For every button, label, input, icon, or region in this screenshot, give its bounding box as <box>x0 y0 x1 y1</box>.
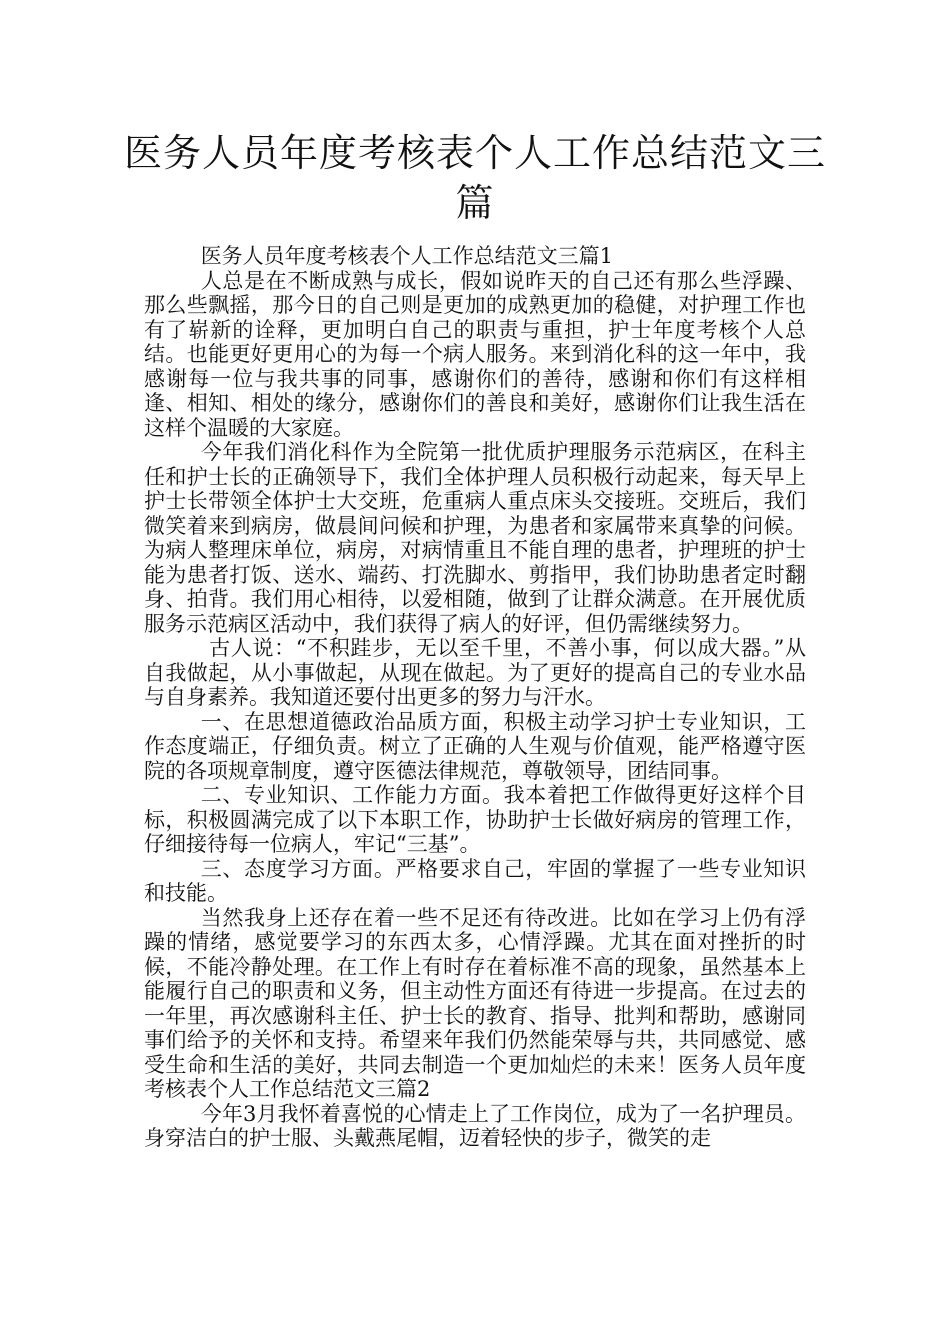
paragraph: 人总是在不断成熟与成长，假如说昨天的自己还有那么些浮躁、那么些飘摇，那今日的自己则是更加的成熟更加的稳健，对护理工作也有了崭新的诠释，更加明白自己的职责与重担，护士年度考核个人总结。也能更好更用心的为每一个病人服务。来到消化科的这一年中，我感谢每一位与我共事的同事，感谢你们的善待，感谢和你们有这样相逢、相知、相处的缘分，感谢你们的善良和美好，感谢你们让我生活在这样个温暖的大家庭。 <box>144 268 806 440</box>
paragraph: 二、专业知识、工作能力方面。我本着把工作做得更好这样个目标，积极圆满完成了以下本职工作，协助护士长做好病房的管理工作，仔细接待每一位病人，牢记“三基”。 <box>144 783 806 856</box>
paragraph: 今年3月我怀着喜悦的心情走上了工作岗位，成为了一名护理员。身穿洁白的护士服、头戴燕尾帽，迈着轻快的步子，微笑的走 <box>144 1101 806 1150</box>
paragraph: 三、态度学习方面。严格要求自己，牢固的掌握了一些专业知识和技能。 <box>144 856 806 905</box>
paragraph: 今年我们消化科作为全院第一批优质护理服务示范病区，在科主任和护士长的正确领导下，我们全体护理人员积极行动起来，每天早上护士长带领全体护士大交班，危重病人重点床头交接班。交班后，我们微笑着来到病房，做晨间问候和护理，为患者和家属带来真挚的问候。为病人整理床单位，病房，对病情重且不能自理的患者，护理班的护士能为患者打饭、送水、端药、打洗脚水、剪指甲，我们协助患者定时翻身、拍背。我们用心相待，以爱相随，做到了让群众满意。在开展优质服务示范病区活动中，我们获得了病人的好评，但仍需继续努力。 <box>144 440 806 636</box>
paragraph: 当然我身上还存在着一些不足还有待改进。比如在学习上仍有浮躁的情绪，感觉要学习的东西太多，心情浮躁。尤其在面对挫折的时候，不能冷静处理。在工作上有时存在着标准不高的现象，虽然基本上能履行自己的职责和义务，但主动性方面还有待进一步提高。在过去的一年里，再次感谢科主任、护士长的教育、指导、批判和帮助，感谢同事们给予的关怀和支持。希望来年我们仍然能荣辱与共，共同感觉、感受生命和生活的美好，共同去制造一个更加灿烂的未来！医务人员年度考核表个人工作总结范文三篇2 <box>144 905 806 1101</box>
document-body <box>144 244 806 1151</box>
section-heading: 医务人员年度考核表个人工作总结范文三篇1 <box>200 244 614 268</box>
paragraph: 古人说：“不积跬步，无以至千里，不善小事，何以成大器。”从自我做起，从小事做起，从现在做起。为了更好的提高自己的专业水品与自身素养。我知道还要付出更多的努力与汗水。 <box>144 636 806 709</box>
document-title: 医务人员年度考核表个人工作总结范文三篇 <box>123 131 826 225</box>
paragraph: 一、在思想道德政治品质方面，积极主动学习护士专业知识，工作态度端正，仔细负责。树立了正确的人生观与价值观，能严格遵守医院的各项规章制度，遵守医德法律规范，尊敬领导，团结同事。 <box>144 709 806 783</box>
